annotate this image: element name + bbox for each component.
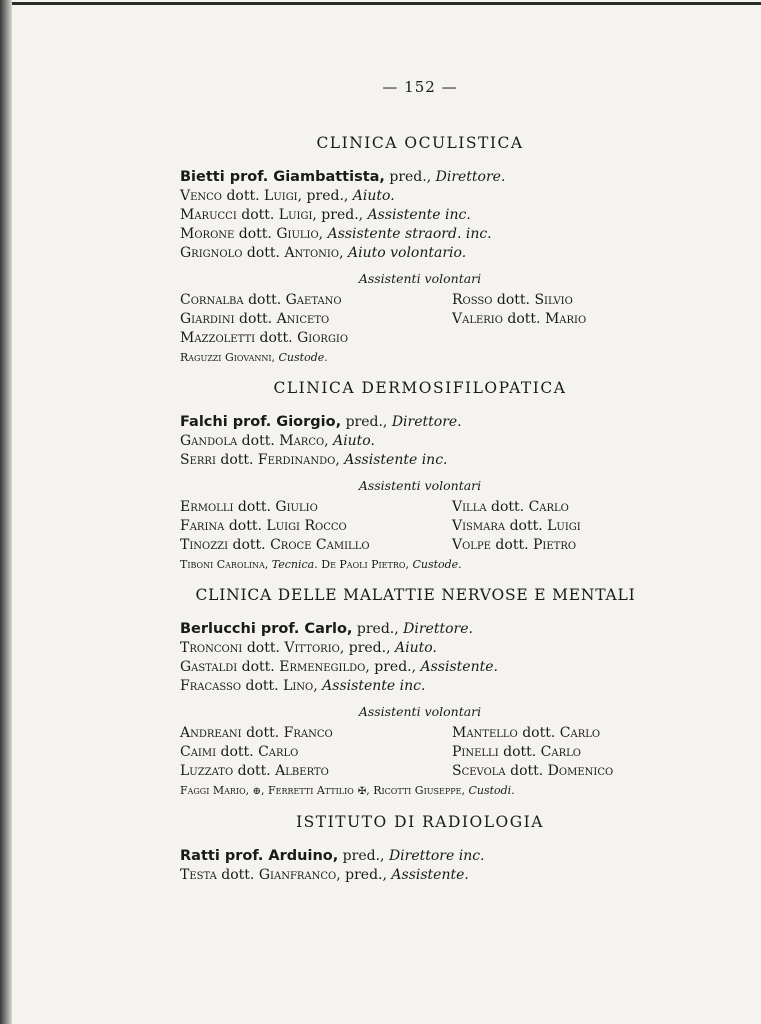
volunteer-surname: Valerio [452,311,503,327]
volunteers-right-column [452,291,586,348]
staff-detail: , pred., [365,659,421,675]
volunteer-surname: Farina [180,518,225,534]
volunteer-surname: Rosso [452,292,493,308]
staff-first-name: Antonio [284,245,340,261]
volunteers-right-column [452,724,613,781]
maltese-cross-icon: ✠ [357,786,367,797]
volunteer-title: dott. [216,744,259,760]
director-line [180,847,660,866]
volunteer-item [452,762,613,781]
volunteer-title: dott. [255,330,298,346]
staff-role: Assistente inc. [367,207,471,223]
volunteer-item [180,743,452,762]
section-clinica-malattie-nervose [180,586,660,800]
staff-first-name: Luigi [264,188,298,204]
staff-line [180,451,660,470]
volunteer-item [452,517,581,536]
staff-detail: dott. [237,433,280,449]
volunteer-first-name: Luigi Rocco [266,518,347,534]
staff-role: Direttore. [435,169,506,185]
volunteer-title: dott. [505,763,548,779]
volunteer-item [180,498,452,517]
staff-line [180,244,660,263]
staff-role: Aiuto. [395,640,437,656]
volunteer-title: dott. [490,537,533,553]
volunteer-title: dott. [486,499,529,515]
staff-surname: Grignolo [180,245,243,261]
volunteers-left-column [180,724,452,781]
staff-surname: Morone [180,226,235,242]
volunteer-first-name: Carlo [258,744,299,760]
staff-first-name: Ermenegildo [279,659,366,675]
staff-detail: , [318,226,328,242]
volunteer-surname: Volpe [452,537,491,553]
page-number: — 152 — [382,78,458,96]
volunteer-surname: Cornalba [180,292,244,308]
volunteer-surname: Ermolli [180,499,234,515]
volunteer-first-name: Luigi [547,518,581,534]
volunteers-right-column [452,498,581,555]
custode-name: Raguzzi Giovanni [180,351,272,364]
staff-detail: dott. [242,245,285,261]
volunteer-surname: Tinozzi [180,537,229,553]
volunteer-first-name: Carlo [559,725,601,741]
section-istituto-radiologia [180,813,660,885]
staff-role: Assistente inc. [344,452,448,468]
staff-surname: Fracasso [180,678,242,694]
staff-line [180,866,660,885]
custode-role: Custode. [412,558,462,571]
volunteer-item [180,536,452,555]
volunteer-first-name: Silvio [534,292,573,308]
staff-detail: dott. [236,207,279,223]
volunteer-item [180,310,452,329]
page-top-border [0,2,761,5]
volunteers-left-column [180,498,452,555]
separator: , [405,558,413,571]
staff-detail: , pred., [339,640,395,656]
section-title: CLINICA OCULISTICA [316,134,524,152]
volunteer-surname: Luzzato [180,763,234,779]
director-name: Falchi prof. Giorgio, [180,414,342,430]
separator: , [271,351,279,364]
volunteer-first-name: Alberto [275,763,329,779]
volunteer-surname: Pinelli [452,744,499,760]
volunteer-first-name: Aniceto [276,311,330,327]
staff-surname: Venco [180,188,223,204]
staff-role: Assistente. [420,659,498,675]
volunteer-title: dott. [243,292,286,308]
separator: , [264,558,272,571]
volunteer-surname: Giardini [180,311,235,327]
volunteer-item [452,498,581,517]
volunteer-surname: Caimi [180,744,217,760]
volunteer-item [180,517,452,536]
page-content [180,134,660,898]
staff-detail: dott. [215,452,258,468]
staff-surname: Gastaldi [180,659,238,675]
volunteer-title: dott. [498,744,541,760]
staff-first-name: Marco [279,433,325,449]
staff-detail: pred., [341,414,392,430]
staff-surname: Serri [180,452,216,468]
custode-role: Custode. [278,351,328,364]
volunteer-first-name: Giulio [275,499,318,515]
volunteer-title: dott. [502,311,545,327]
custode-role: Tecnica. [271,558,318,571]
director-line [180,413,660,432]
director-name: Ratti prof. Arduino, [180,848,339,864]
volunteer-first-name: Gaetano [285,292,342,308]
volunteer-surname: Scevola [452,763,506,779]
volunteer-title: dott. [233,763,276,779]
staff-detail: dott. [241,678,284,694]
staff-detail: pred., [384,169,436,185]
volunteer-surname: Mantello [452,725,518,741]
volunteer-title: dott. [224,518,267,534]
staff-first-name: Luigi [278,207,313,223]
staff-role: Direttore. [403,621,473,637]
staff-line [180,187,660,206]
volunteer-surname: Villa [452,499,487,515]
volunteers-list [180,498,660,555]
section-title: CLINICA DELLE MALATTIE NERVOSE E MENTALI [195,586,636,604]
volunteer-title: dott. [234,311,277,327]
staff-line [180,206,660,225]
staff-detail: , pred., [297,188,353,204]
staff-role: Direttore inc. [388,848,485,864]
staff-surname: Gandola [180,433,238,449]
section-title: ISTITUTO DI RADIOLOGIA [296,813,544,831]
volunteer-title: dott. [505,518,548,534]
director-name: Bietti prof. Giambattista, [180,169,385,185]
staff-first-name: Vittorio [284,640,340,656]
staff-first-name: Lino [283,678,314,694]
staff-first-name: Giulio [276,226,319,242]
staff-detail: dott. [234,226,277,242]
staff-detail: dott. [237,659,280,675]
staff-detail: pred., [338,848,389,864]
volunteer-title: dott. [228,537,271,553]
staff-surname: Marucci [180,207,237,223]
staff-surname: Tronconi [180,640,243,656]
custode-name: Tiboni Carolina [180,558,265,571]
staff-detail: , pred., [312,207,368,223]
custode-line [180,783,660,800]
staff-detail: dott. [222,188,265,204]
separator: , [461,784,469,797]
volunteer-first-name: Giorgio [297,330,349,346]
volunteer-first-name: Croce Camillo [270,537,370,553]
section-clinica-oculistica [180,134,660,366]
staff-detail: , [324,433,334,449]
staff-detail: dott. [216,867,259,883]
staff-role: Assistente straord. inc. [327,226,492,242]
separator: , [245,784,253,797]
staff-detail: pred., [352,621,404,637]
volunteer-surname: Vismara [452,518,506,534]
section-title: CLINICA DERMOSIFILOPATICA [273,379,567,397]
custode-name: , Ferretti Attilio [261,784,354,797]
director-line [180,168,660,187]
section-clinica-dermosifilopatica [180,379,660,573]
staff-role: Assistente inc. [322,678,426,694]
volunteer-item [180,724,452,743]
volunteer-first-name: Pietro [532,537,577,553]
staff-line [180,639,660,658]
volunteer-surname: Andreani [180,725,242,741]
page-binding-edge [0,0,12,1024]
staff-line [180,225,660,244]
staff-role: Assistente. [391,867,469,883]
volunteer-item [452,536,581,555]
volunteer-item [180,329,452,348]
staff-detail: , pred., [336,867,392,883]
volunteer-item [452,291,586,310]
cross-mark-icon: ⊕ [252,786,262,797]
volunteer-first-name: Domenico [547,763,614,779]
volunteer-surname: Mazzoletti [180,330,256,346]
staff-line [180,677,660,696]
director-line [180,620,660,639]
volunteer-title: dott. [517,725,560,741]
volunteer-first-name: Mario [544,311,587,327]
staff-role: Aiuto. [333,433,375,449]
volunteers-label: Assistenti volontari [358,271,482,286]
volunteer-item [180,291,452,310]
volunteers-list [180,724,660,781]
custode-line [180,557,660,573]
custode-name: Faggi Mario [180,784,246,797]
custode-name: , Ricotti Giuseppe [366,784,462,797]
staff-role: Aiuto volontario. [348,245,467,261]
staff-surname: Testa [180,867,217,883]
custode-name: De Paoli Pietro [317,558,406,571]
volunteers-left-column [180,291,452,348]
staff-line [180,432,660,451]
volunteers-label: Assistenti volontari [358,704,482,719]
volunteers-list [180,291,660,348]
volunteer-item [452,724,613,743]
custode-line [180,350,660,366]
volunteer-title: dott. [492,292,535,308]
staff-role: Direttore. [391,414,462,430]
custode-role: Custodi. [468,784,515,797]
staff-first-name: Ferdinando [257,452,336,468]
volunteer-item [452,310,586,329]
staff-role: Aiuto. [352,188,395,204]
staff-detail: , [339,245,348,261]
staff-first-name: Gianfranco [258,867,337,883]
volunteer-title: dott. [233,499,276,515]
volunteer-item [180,762,452,781]
volunteer-first-name: Franco [283,725,333,741]
director-name: Berlucchi prof. Carlo, [180,621,353,637]
staff-detail: , [313,678,323,694]
staff-detail: dott. [242,640,285,656]
staff-line [180,658,660,677]
volunteers-label: Assistenti volontari [358,478,482,493]
volunteer-item [452,743,613,762]
staff-detail: , [335,452,345,468]
volunteer-first-name: Carlo [528,499,569,515]
volunteer-first-name: Carlo [540,744,581,760]
volunteer-title: dott. [241,725,284,741]
